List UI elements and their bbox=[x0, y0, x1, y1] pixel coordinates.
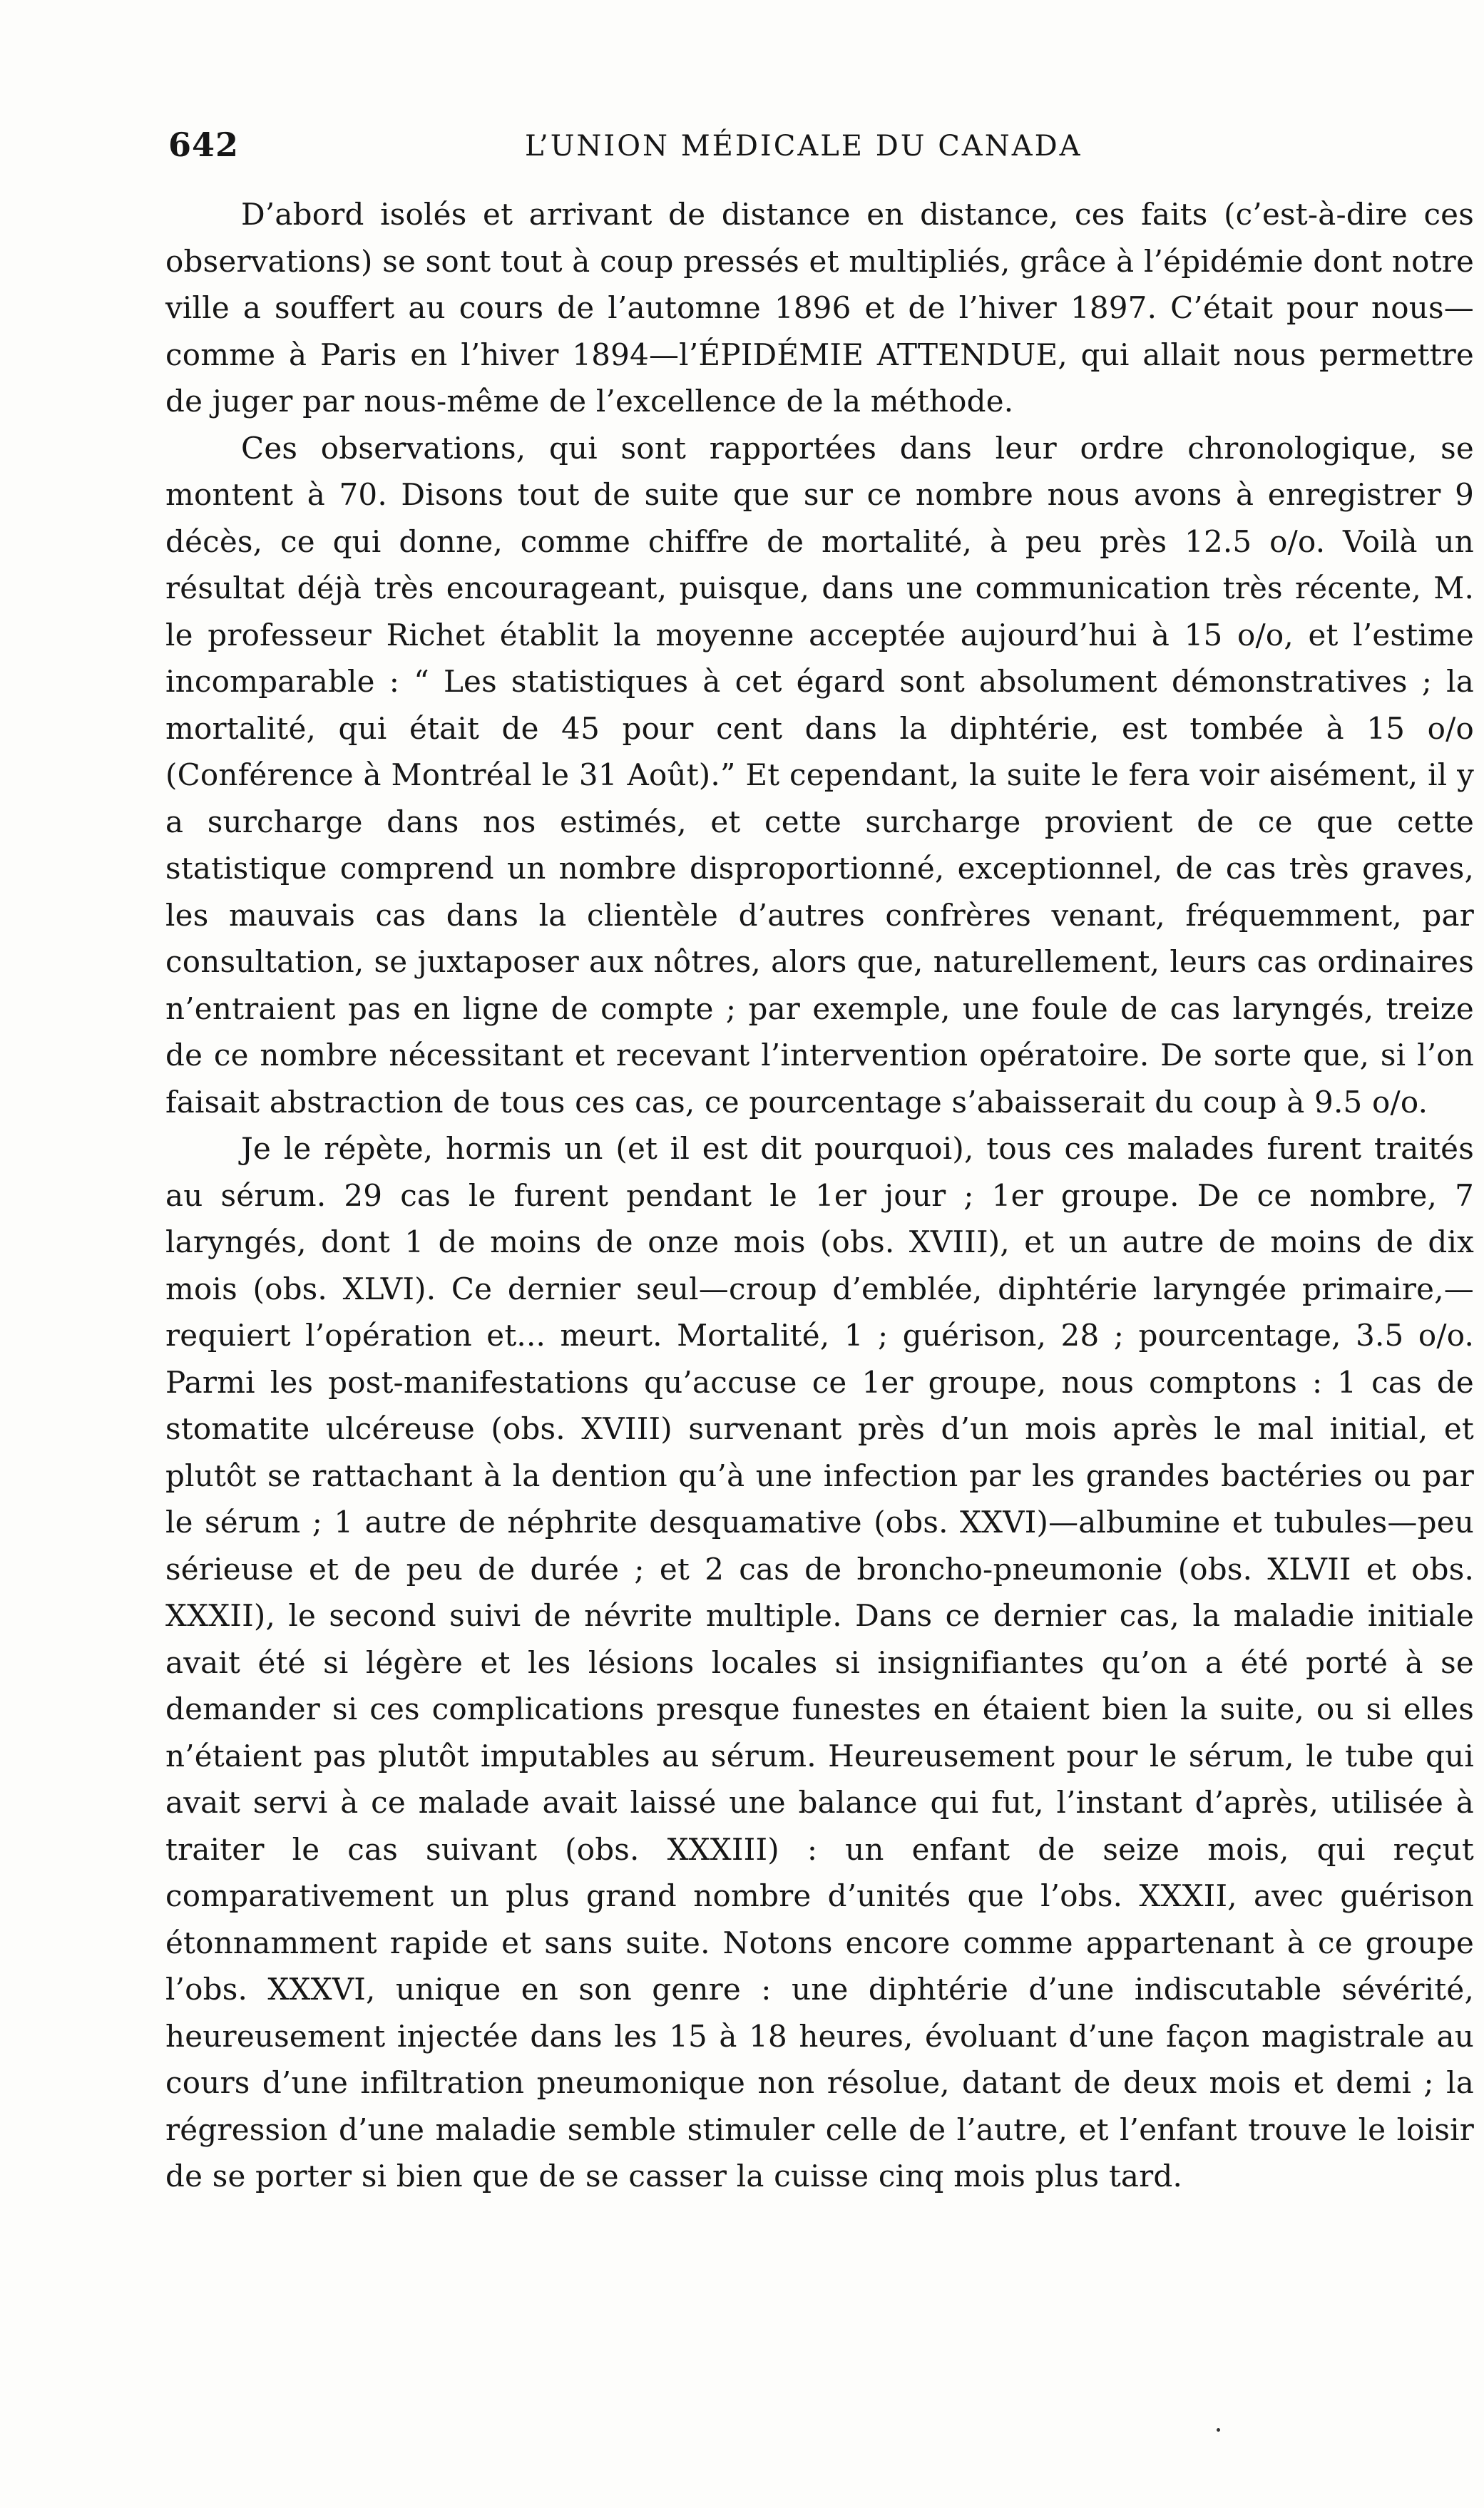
paragraph-first-group: Je le répète, hormis un (et il est dit pourquoi), tous ces malades furent traités au sérum. 29 cas le furent pendant le 1er jour ; 1er groupe. De ce nombre, 7 laryngés, dont 1 de moins de onze mois (obs. XVIII), et un autre de moins de dix mois (obs. XLVI). Ce dernier seul—croup d’emblée, diphtérie laryngée primaire,—requiert l’opération et... meurt. Mortalité, 1 ; guérison, 28 ; pourcentage, 3.5 o/o. Parmi les post-manifestations qu’accuse ce 1er groupe, nous comptons : 1 cas de stomatite ulcéreuse (obs. XVIII) survenant près d’un mois après le mal initial, et plutôt se rattachant à la dention qu’à une infection par les grandes bactéries ou par le sérum ; 1 autre de néphrite desquamative (obs. XXVI)—albumine et tubules—peu sérieuse et de peu de durée ; et 2 cas de broncho-pneumonie (obs. XLVII et obs. XXXII), le second suivi de névrite multiple. Dans ce dernier cas, la maladie initiale avait été si légère et les lésions locales si insignifiantes qu’on a été porté à se demander si ces complications presque funestes en étaient bien la suite, ou si elles n’étaient pas plutôt imputables au sérum. Heureusement pour le sérum, le tube qui avait servi à ce malade avait laissé une balance qui fut, l’instant d’après, utilisée à traiter le cas suivant (obs. XXXIII) : un enfant de seize mois, qui reçut comparativement un plus grand nombre d’unités que l’obs. XXXII, avec guérison étonnamment rapide et sans suite. Notons encore comme appartenant à ce groupe l’obs. XXXVI, unique en son genre : une diphtérie d’une indiscutable sévérité, heureusement injectée dans les 15 à 18 heures, évoluant d’une façon magistrale au cours d’une infiltration pneumonique non résolue, datant de deux mois et demi ; la régression d’une maladie semble stimuler celle de l’autre, et l’enfant trouve le loisir de se porter si bien que de se casser la cuisse cinq mois plus tard. bbox=[165, 1131, 1474, 2194]
scan-speck bbox=[1217, 2428, 1220, 2432]
paragraph-statistics: Ces observations, qui sont rapportées dans leur ordre chronologique, se montent à 70. Disons tout de suite que sur ce nombre nous avons à enregistrer 9 décès, ce qui donne, comme chiffre de mortalité, à peu près 12.5 o/o. Voilà un résultat déjà très encourageant, puisque, dans une communication très récente, M. le professeur Richet établit la moyenne acceptée aujourd’hui à 15 o/o, et l’estime incomparable : “ Les statistiques à cet égard sont absolument démonstratives ; la mortalité, qui était de 45 pour cent dans la diphtérie, est tombée à 15 o/o (Conférence à Montréal le 31 Août).” Et cependant, la suite le fera voir aisément, il y a surcharge dans nos estimés, et cette surcharge provient de ce que cette statistique comprend un nombre disproportionné, exceptionnel, de cas très graves, les mauvais cas dans la clientèle d’autres confrères venant, fréquemment, par consultation, se juxtaposer aux nôtres, alors que, naturellement, leurs cas ordinaires n’entraient pas en ligne de compte ; par exemple, une foule de cas laryngés, treize de ce nombre nécessitant et recevant l’intervention opératoire. De sorte que, si l’on faisait abstraction de tous ces cas, ce pourcentage s’abaisserait du coup à 9.5 o/o. bbox=[165, 430, 1474, 1120]
body-text bbox=[165, 191, 1474, 2200]
page-number: 642 bbox=[168, 126, 240, 164]
page-header bbox=[168, 126, 1480, 183]
running-title: L’UNION MÉDICALE DU CANADA bbox=[525, 130, 1083, 163]
paragraph-epidemic: D’abord isolés et arrivant de distance en distance, ces faits (c’est-à-dire ces observations) se sont tout à coup pressés et multipliés, grâce à l’épidémie dont notre ville a souffert au cours de l’automne 1896 et de l’hiver 1897. C’était pour nous—comme à Paris en l’hiver 1894—l’ÉPIDÉMIE ATTENDUE, qui allait nous permettre de juger par nous-même de l’excellence de la méthode. bbox=[165, 197, 1474, 419]
